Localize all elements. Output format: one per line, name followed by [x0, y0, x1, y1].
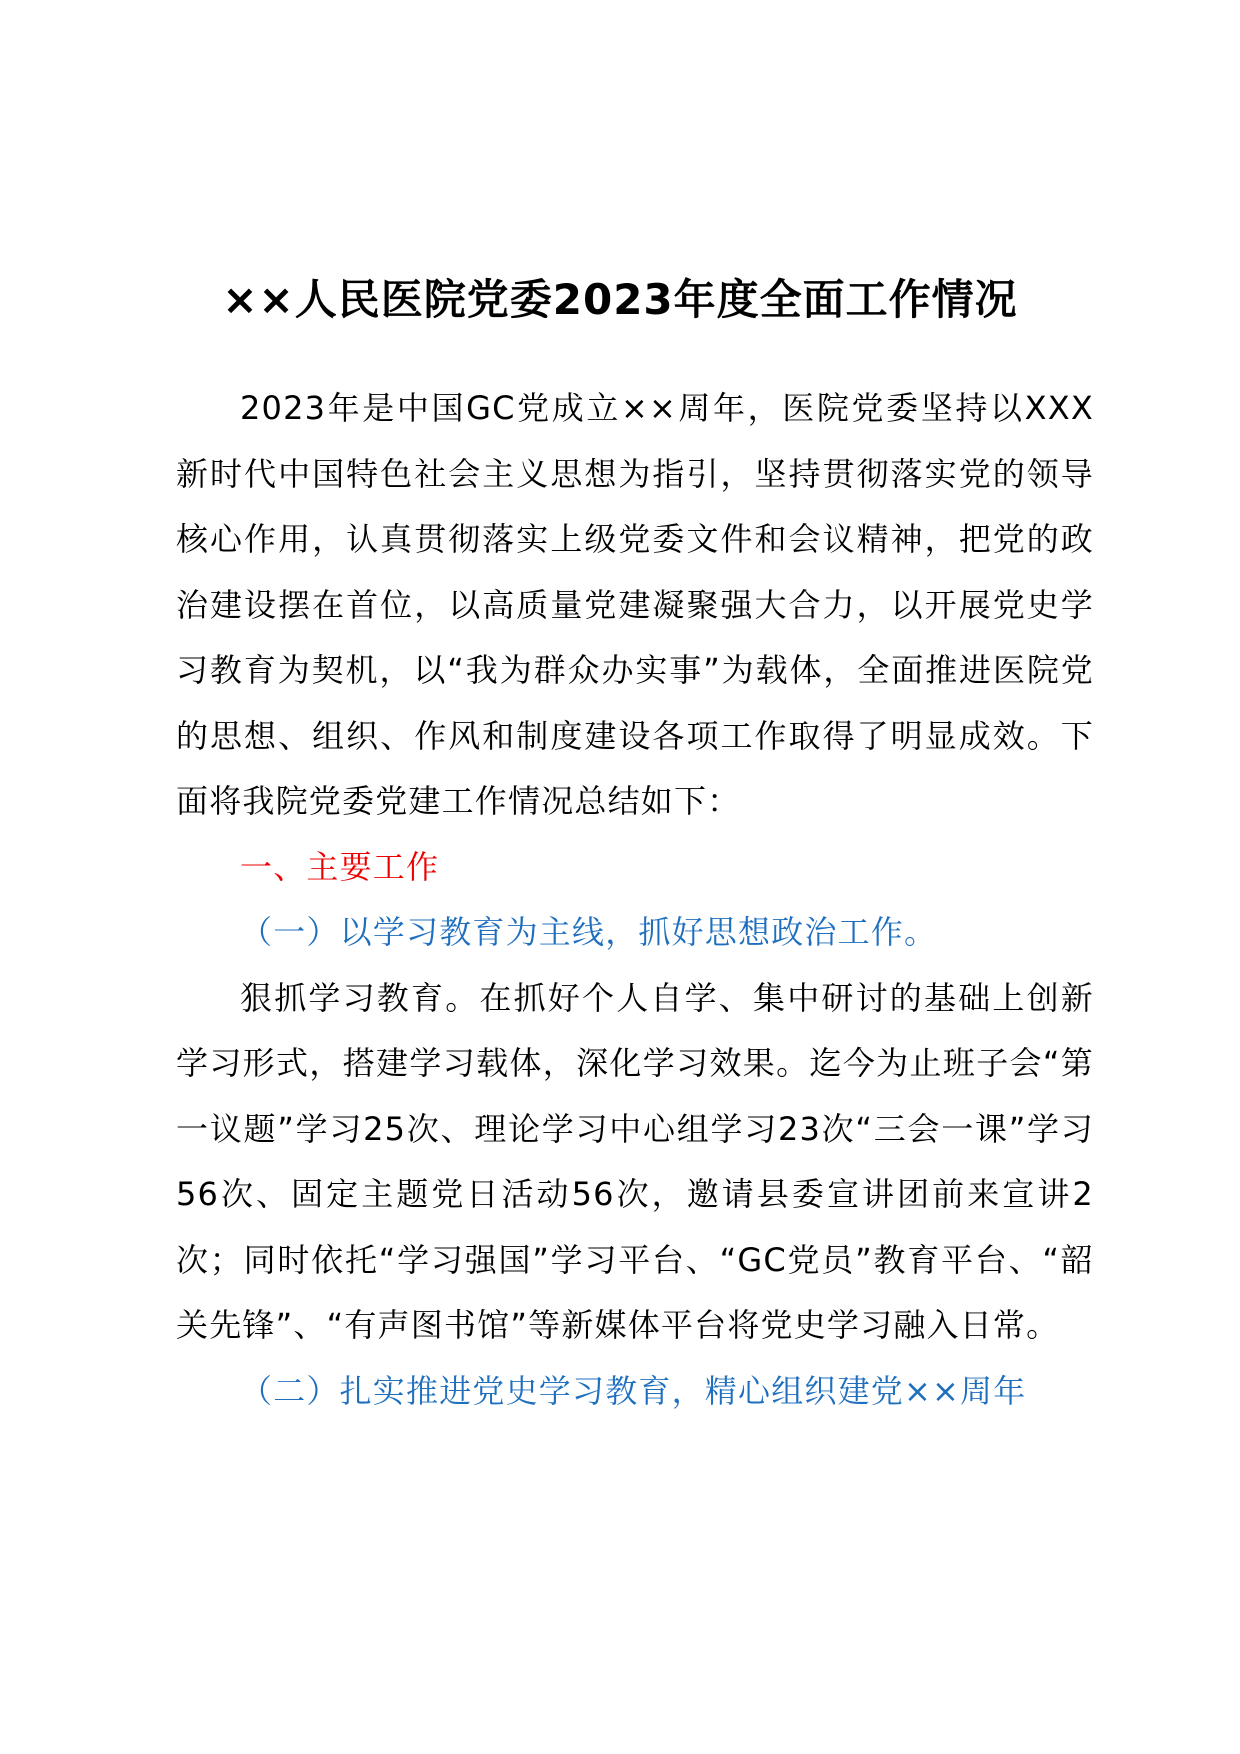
section-heading-main-work: 一、主要工作 [240, 847, 440, 886]
document-body [176, 376, 1094, 1424]
subsection-heading-1: （一）以学习教育为主线，抓好思想政治工作。 [240, 913, 938, 951]
subsection-1-paragraph: 狠抓学习教育。在抓好个人自学、集中研讨的基础上创新学习形式，搭建学习载体，深化学习效果。迄今为止班子会“第一议题”学习25次、理论学习中心组学习23次“三会一课”学习56次、固定主题党日活动56次，邀请县委宣讲团前来宣讲2次；同时依托“学习强国”学习平台、“GC党员”教育平台、“韶关先锋”、“有声图书馆”等新媒体平台将党史学习融入日常。 [176, 978, 1094, 1344]
intro-paragraph: 2023年是中国GC党成立××周年，医院党委坚持以XXX新时代中国特色社会主义思想为指引，坚持贯彻落实党的领导核心作用，认真贯彻落实上级党委文件和会议精神，把党的政治建设摆在首位，以高质量党建凝聚强大合力，以开展党史学习教育为契机，以“我为群众办实事”为载体，全面推进医院党的思想、组织、作风和制度建设各项工作取得了明显成效。下面将我院党委党建工作情况总结如下： [176, 389, 1094, 820]
subsection-heading-2: （二）扎实推进党史学习教育，精心组织建党××周年 [240, 1371, 1027, 1410]
document-title: ××人民医院党委2023年度全面工作情况 [222, 275, 1018, 324]
